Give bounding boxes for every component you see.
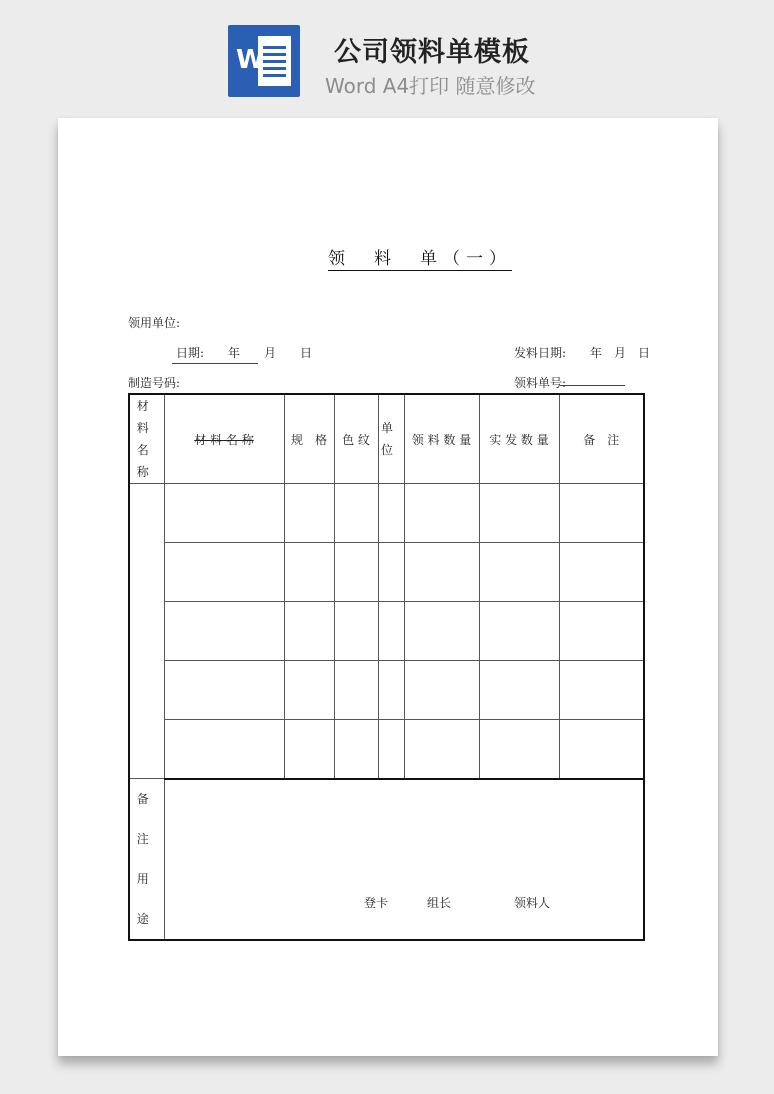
form-title: 领 料 单（一）	[328, 244, 512, 271]
receiving-unit-label: 领用单位:	[128, 316, 181, 330]
table-cell[interactable]	[378, 543, 404, 602]
table-cell[interactable]	[164, 720, 284, 779]
table-cell[interactable]	[378, 602, 404, 661]
card-signature-label: 登卡	[364, 896, 389, 910]
requisition-table	[128, 393, 645, 941]
receiver-signature-label: 领料人	[514, 896, 551, 910]
table-cell[interactable]	[334, 602, 378, 661]
table-cell[interactable]	[284, 720, 334, 779]
table-cell[interactable]	[164, 543, 284, 602]
table-cell[interactable]	[334, 661, 378, 720]
table-cell[interactable]	[164, 661, 284, 720]
table-cell[interactable]	[164, 602, 284, 661]
table-row	[129, 484, 644, 543]
unit-header-line2: 位	[380, 443, 401, 457]
table-cell[interactable]	[334, 543, 378, 602]
mfg-number-label: 制造号码:	[128, 376, 181, 390]
table-cell[interactable]	[559, 720, 644, 779]
color-header: 色 纹	[334, 394, 378, 484]
table-row	[129, 602, 644, 661]
usage-label: 用 途	[136, 872, 157, 926]
table-cell[interactable]	[404, 720, 479, 779]
material-header-cell	[129, 394, 164, 484]
remark-usage-field[interactable]	[164, 779, 644, 941]
table-cell[interactable]	[404, 661, 479, 720]
table-cell[interactable]	[559, 661, 644, 720]
table-cell[interactable]	[164, 484, 284, 543]
table-cell[interactable]	[479, 720, 559, 779]
page-title: 公司领料单模板	[334, 37, 530, 68]
material-name-header-cell	[164, 394, 284, 484]
material-group-cell	[129, 484, 164, 779]
table-cell[interactable]	[559, 484, 644, 543]
table-cell[interactable]	[479, 484, 559, 543]
material-name-header: 材 料 名 称	[194, 432, 254, 447]
page-subtitle: Word A4打印 随意修改	[325, 74, 536, 98]
document-page	[58, 118, 718, 1056]
table-cell[interactable]	[559, 543, 644, 602]
remark-usage-row	[129, 779, 644, 941]
table-header-row	[129, 394, 644, 484]
unit-header-cell	[378, 394, 404, 484]
table-cell[interactable]	[479, 661, 559, 720]
material-header-line2: 名 称	[136, 443, 157, 479]
table-cell[interactable]	[284, 661, 334, 720]
table-cell[interactable]	[479, 543, 559, 602]
table-cell[interactable]	[404, 484, 479, 543]
requisition-number-underline	[560, 385, 625, 386]
material-header-line1: 材 料	[136, 399, 157, 435]
table-cell[interactable]	[559, 602, 644, 661]
table-cell[interactable]	[334, 484, 378, 543]
table-cell[interactable]	[404, 543, 479, 602]
unit-header-line1: 单	[380, 421, 401, 435]
header	[0, 0, 774, 110]
requested-qty-header: 领 料 数 量	[404, 394, 479, 484]
requisition-number-label: 领料单号:	[514, 376, 567, 390]
table-row	[129, 661, 644, 720]
date-underline	[172, 363, 258, 364]
date-label: 日期: 年 月 日	[176, 346, 313, 360]
table-row	[129, 720, 644, 779]
remark-header: 备 注	[559, 394, 644, 484]
spec-header: 规 格	[284, 394, 334, 484]
table-row	[129, 543, 644, 602]
word-document-icon	[228, 25, 300, 97]
table-cell[interactable]	[479, 602, 559, 661]
remark-usage-label-cell	[129, 779, 164, 941]
table-cell[interactable]	[284, 484, 334, 543]
word-letter: W	[236, 45, 265, 75]
table-cell[interactable]	[334, 720, 378, 779]
group-leader-signature-label: 组长	[427, 896, 452, 910]
issued-qty-header: 实 发 数 量	[479, 394, 559, 484]
table-cell[interactable]	[378, 661, 404, 720]
table-cell[interactable]	[284, 602, 334, 661]
table-cell[interactable]	[404, 602, 479, 661]
table-cell[interactable]	[284, 543, 334, 602]
table-cell[interactable]	[378, 720, 404, 779]
issue-date-label: 发料日期: 年 月 日	[514, 346, 651, 360]
remark-label: 备 注	[136, 792, 157, 846]
table-cell[interactable]	[378, 484, 404, 543]
